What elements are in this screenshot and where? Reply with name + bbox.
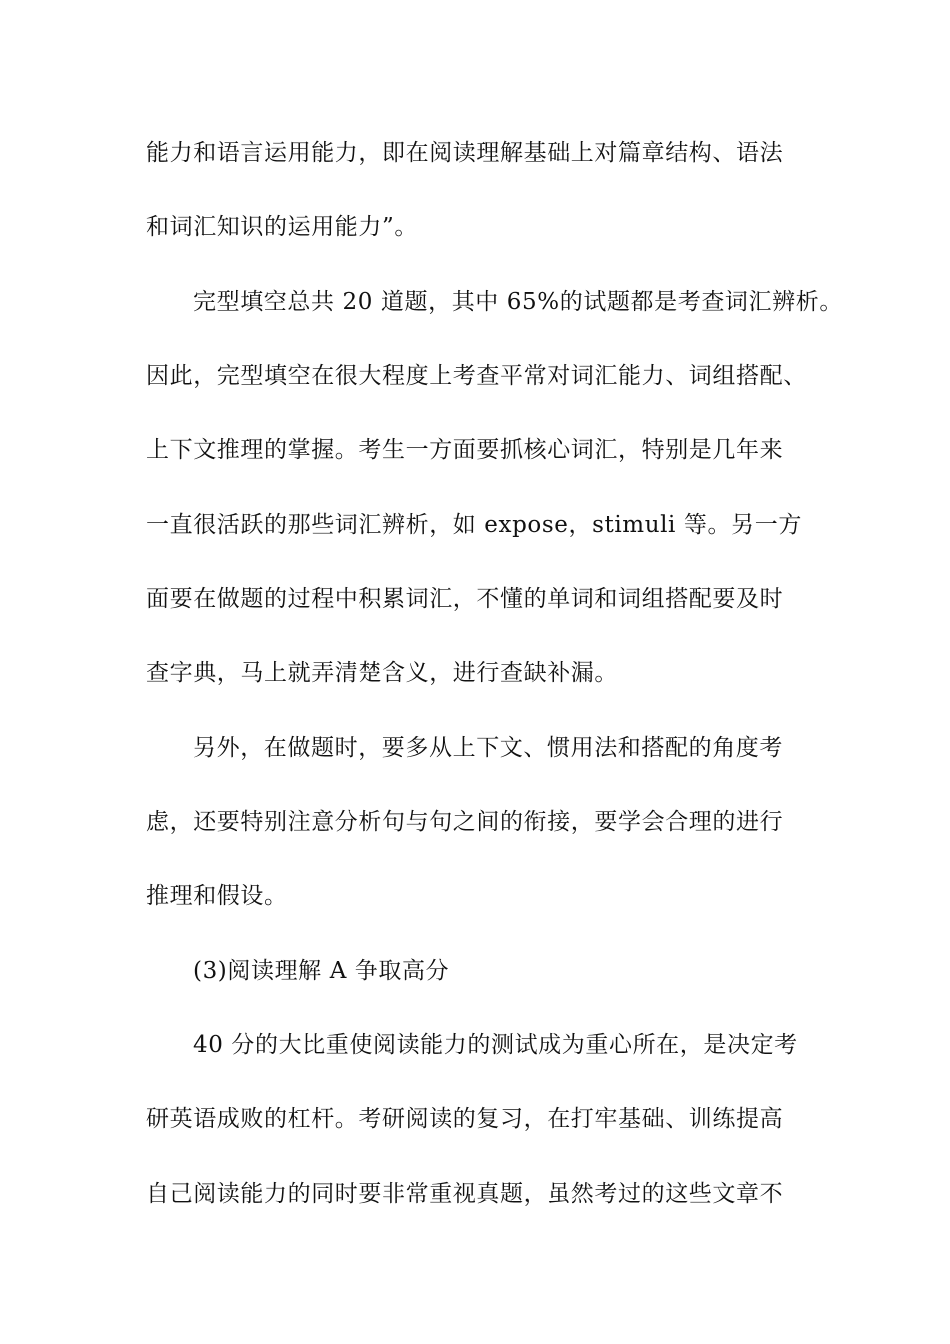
text-line: 虑，还要特别注意分析句与句之间的衔接，要学会合理的进行 <box>146 809 784 835</box>
text-line: 能力和语言运用能力，即在阅读理解基础上对篇章结构、语法 <box>146 140 784 166</box>
text-line: 一直很活跃的那些词汇辨析，如 expose，stimuli 等。另一方 <box>146 512 802 538</box>
text-line: 另外，在做题时，要多从上下文、惯用法和搭配的角度考 <box>193 735 783 761</box>
text-line: 研英语成败的杠杆。考研阅读的复习，在打牢基础、训练提高 <box>146 1106 784 1132</box>
text-line: 上下文推理的掌握。考生一方面要抓核心词汇，特别是几年来 <box>146 437 784 463</box>
text-line: 面要在做题的过程中积累词汇，不懂的单词和词组搭配要及时 <box>146 586 784 612</box>
section-heading: (3)阅读理解 A 争取高分 <box>193 958 450 984</box>
text-line: 因此，完型填空在很大程度上考查平常对词汇能力、词组搭配、 <box>146 363 807 389</box>
text-line: 自己阅读能力的同时要非常重视真题，虽然考过的这些文章不 <box>146 1181 784 1207</box>
text-line: 和词汇知识的运用能力”。 <box>146 214 418 240</box>
text-line: 40 分的大比重使阅读能力的测试成为重心所在，是决定考 <box>193 1032 798 1058</box>
text-line: 推理和假设。 <box>146 883 288 909</box>
text-line: 完型填空总共 20 道题，其中 65%的试题都是考查词汇辨析。 <box>193 289 843 315</box>
text-line: 查字典，马上就弄清楚含义，进行查缺补漏。 <box>146 660 618 686</box>
